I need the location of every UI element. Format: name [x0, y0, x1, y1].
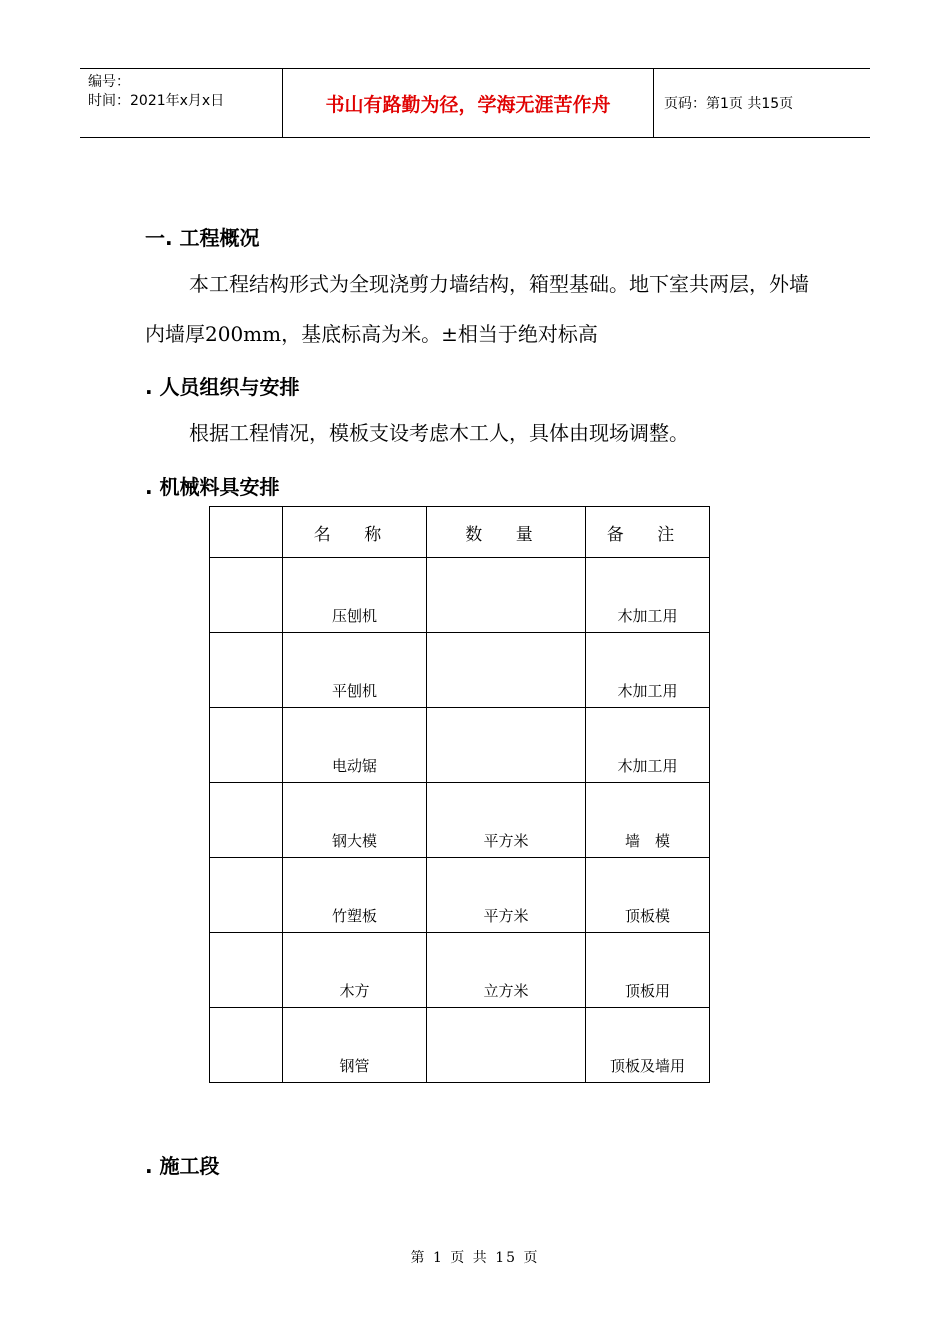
table-header-row [210, 507, 710, 558]
row-qty-cell [427, 708, 586, 783]
table-row [210, 858, 710, 933]
time-label: 时间：2021年x月x日 [88, 93, 225, 109]
header-motto: 书山有路勤为径，学海无涯苦作舟 [282, 69, 654, 137]
row-blank-cell [210, 858, 283, 933]
table-row [210, 558, 710, 633]
row-qty-cell [427, 558, 586, 633]
row-qty-cell: 立方米 [427, 933, 586, 1008]
row-note-cell: 顶板及墙用 [586, 1008, 710, 1083]
table-row [210, 933, 710, 1008]
row-note-cell: 墙 模 [586, 783, 710, 858]
row-blank-cell [210, 933, 283, 1008]
row-blank-cell [210, 1008, 283, 1083]
row-name-cell: 木方 [283, 933, 427, 1008]
row-qty-cell [427, 1008, 586, 1083]
section-title-personnel: . 人员组织与安排 [145, 375, 300, 399]
row-name-cell: 压刨机 [283, 558, 427, 633]
machinery-table [209, 506, 710, 1083]
header-meta [80, 69, 282, 137]
table-row [210, 708, 710, 783]
header-cell-blank [210, 507, 283, 558]
header-cell-quantity: 数 量 [427, 507, 586, 558]
table-row [210, 783, 710, 858]
row-blank-cell [210, 708, 283, 783]
row-blank-cell [210, 633, 283, 708]
section-title-machinery: . 机械料具安排 [145, 475, 280, 499]
section-title-construction: . 施工段 [145, 1154, 220, 1178]
row-name-cell: 竹塑板 [283, 858, 427, 933]
page-footer: 第 1 页 共 15 页 [410, 1250, 540, 1266]
header-cell-note: 备 注 [586, 507, 710, 558]
row-note-cell: 木加工用 [586, 558, 710, 633]
row-name-cell: 电动锯 [283, 708, 427, 783]
row-note-cell: 顶板用 [586, 933, 710, 1008]
row-qty-cell [427, 633, 586, 708]
personnel-paragraph: 根据工程情况，模板支设考虑木工人，具体由现场调整。 [189, 421, 689, 445]
row-qty-cell: 平方米 [427, 858, 586, 933]
row-name-cell: 钢管 [283, 1008, 427, 1083]
overview-paragraph: 本工程结构形式为全现浇剪力墙结构，箱型基础。地下室共两层，外墙内墙厚200mm，基底标高为米。±相当于绝对标高 [145, 272, 809, 346]
row-name-cell: 平刨机 [283, 633, 427, 708]
row-blank-cell [210, 783, 283, 858]
number-label: 编号： [88, 74, 130, 90]
row-qty-cell: 平方米 [427, 783, 586, 858]
row-name-cell: 钢大模 [283, 783, 427, 858]
table-row [210, 1008, 710, 1083]
row-note-cell: 木加工用 [586, 633, 710, 708]
section-title-overview: 一. 工程概况 [145, 226, 260, 250]
header-page-info: 页码：第1页 共15页 [664, 96, 794, 112]
row-note-cell: 木加工用 [586, 708, 710, 783]
header-cell-name: 名 称 [283, 507, 427, 558]
document-header [80, 68, 870, 138]
row-note-cell: 顶板模 [586, 858, 710, 933]
row-blank-cell [210, 558, 283, 633]
table-row [210, 633, 710, 708]
